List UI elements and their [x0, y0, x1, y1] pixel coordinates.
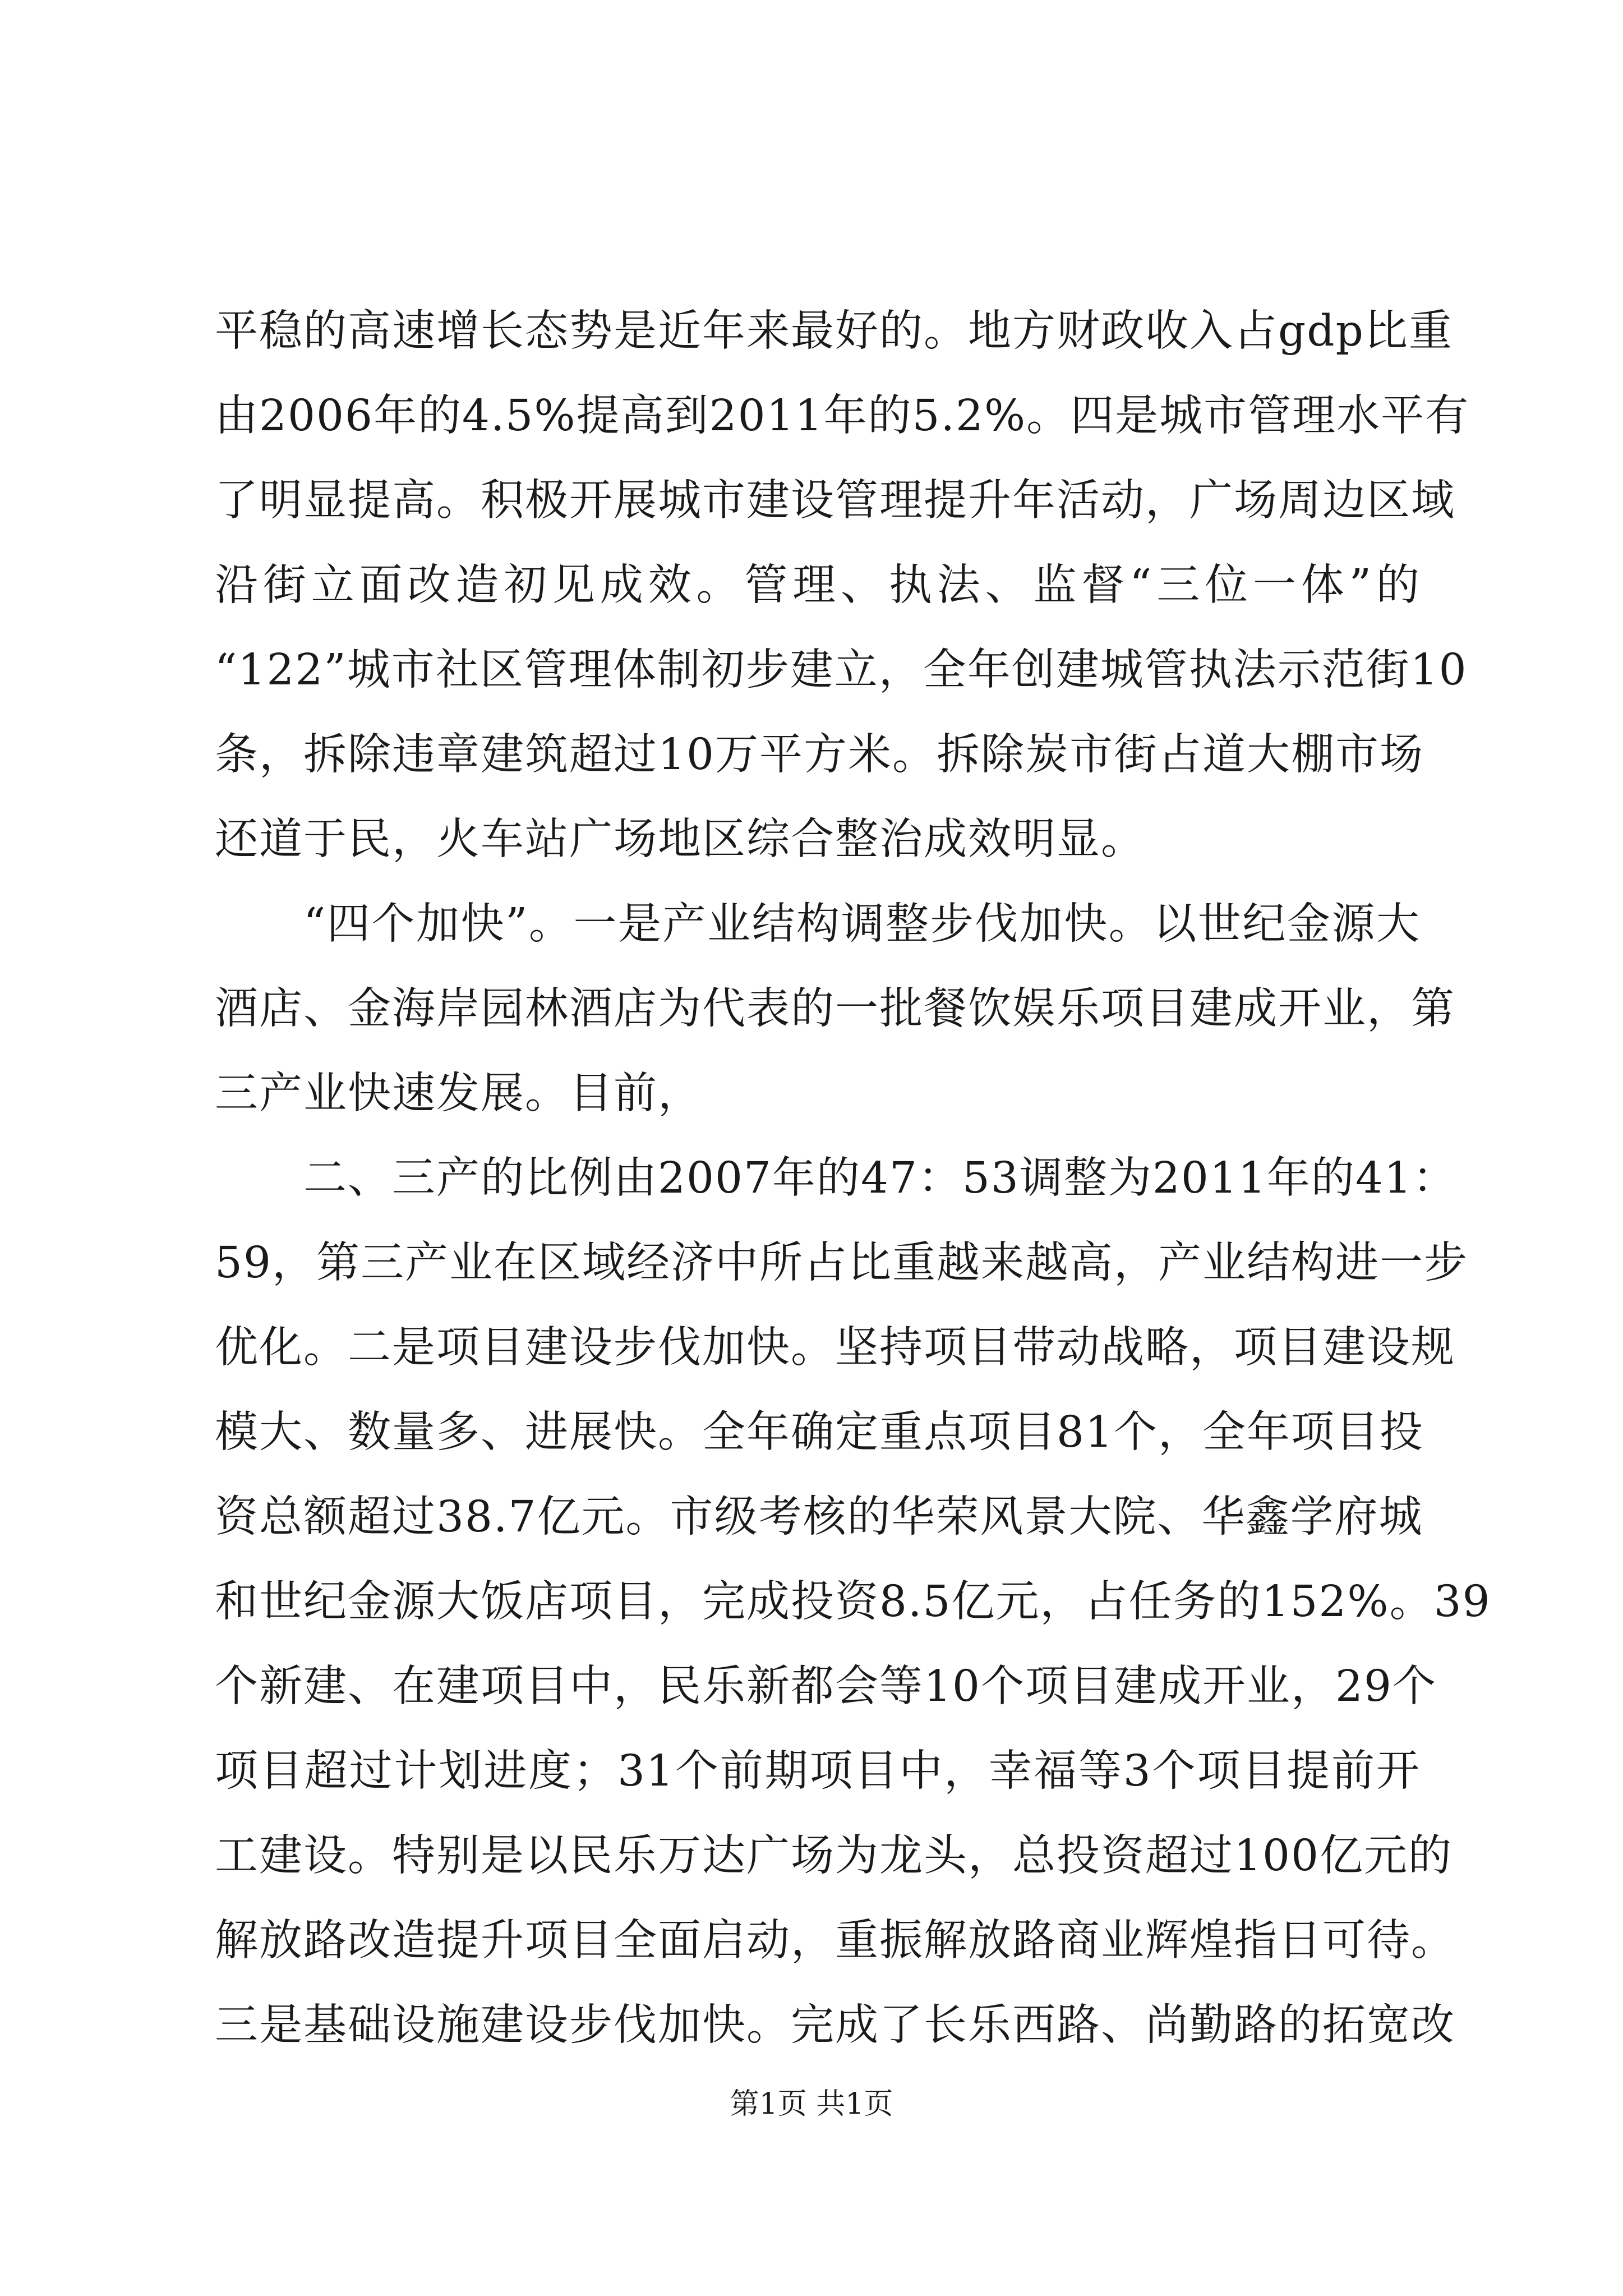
- paragraph-first-line: 二、三产的比例由2007年的47：53调整为2011年的41：: [303, 1153, 1457, 1203]
- text-line: 三产业快速发展。目前，: [215, 1069, 702, 1119]
- text-line: 三是基础设施建设步伐加快。完成了长乐西路、尚勤路的拓宽改: [215, 2000, 1455, 2050]
- page-footer: 第1页 共1页: [730, 2087, 893, 2121]
- text-line: 工建设。特别是以民乐万达广场为龙头，总投资超过100亿元的: [215, 1831, 1453, 1881]
- text-line: 优化。二是项目建设步伐加快。坚持项目带动战略，项目建设规: [215, 1323, 1455, 1373]
- document-body: [215, 289, 1491, 2068]
- text-line: “122”城市社区管理体制初步建立，全年创建城管执法示范街10: [215, 645, 1468, 695]
- text-line: 59，第三产业在区域经济中所占比重越来越高，产业结构进一步: [215, 1238, 1468, 1288]
- text-line: 酒店、金海岸园林酒店为代表的一批餐饮娱乐项目建成开业，第: [215, 984, 1455, 1034]
- text-line: 个新建、在建项目中，民乐新都会等10个项目建成开业，29个: [215, 1662, 1437, 1711]
- text-line: 项目超过计划进度；31个前期项目中，幸福等3个项目提前开: [215, 1746, 1421, 1796]
- text-line: 沿街立面改造初见成效。管理、执法、监督“三位一体”的: [215, 560, 1421, 610]
- text-line: 模大、数量多、进展快。全年确定重点项目81个，全年项目投: [215, 1407, 1424, 1457]
- text-line: 平稳的高速增长态势是近年来最好的。地方财政收入占gdp比重: [215, 306, 1453, 356]
- text-line: 资总额超过38.7亿元。市级考核的华荣风景大院、华鑫学府城: [215, 1492, 1423, 1542]
- text-line: 了明显提高。积极开展城市建设管理提升年活动，广场周边区域: [215, 476, 1455, 526]
- text-line: 条，拆除违章建筑超过10万平方米。拆除炭市街占道大棚市场: [215, 730, 1424, 780]
- text-line: 还道于民，火车站广场地区综合整治成效明显。: [215, 815, 1145, 864]
- paragraph-first-line: “四个加快”。一是产业结构调整步伐加快。以世纪金源大: [303, 899, 1421, 949]
- text-line: 解放路改造提升项目全面启动，重振解放路商业辉煌指日可待。: [215, 1916, 1455, 1966]
- text-line: 由2006年的4.5%提高到2011年的5.2%。四是城市管理水平有: [215, 391, 1470, 441]
- text-line: 和世纪金源大饭店项目，完成投资8.5亿元，占任务的152%。39: [215, 1577, 1491, 1627]
